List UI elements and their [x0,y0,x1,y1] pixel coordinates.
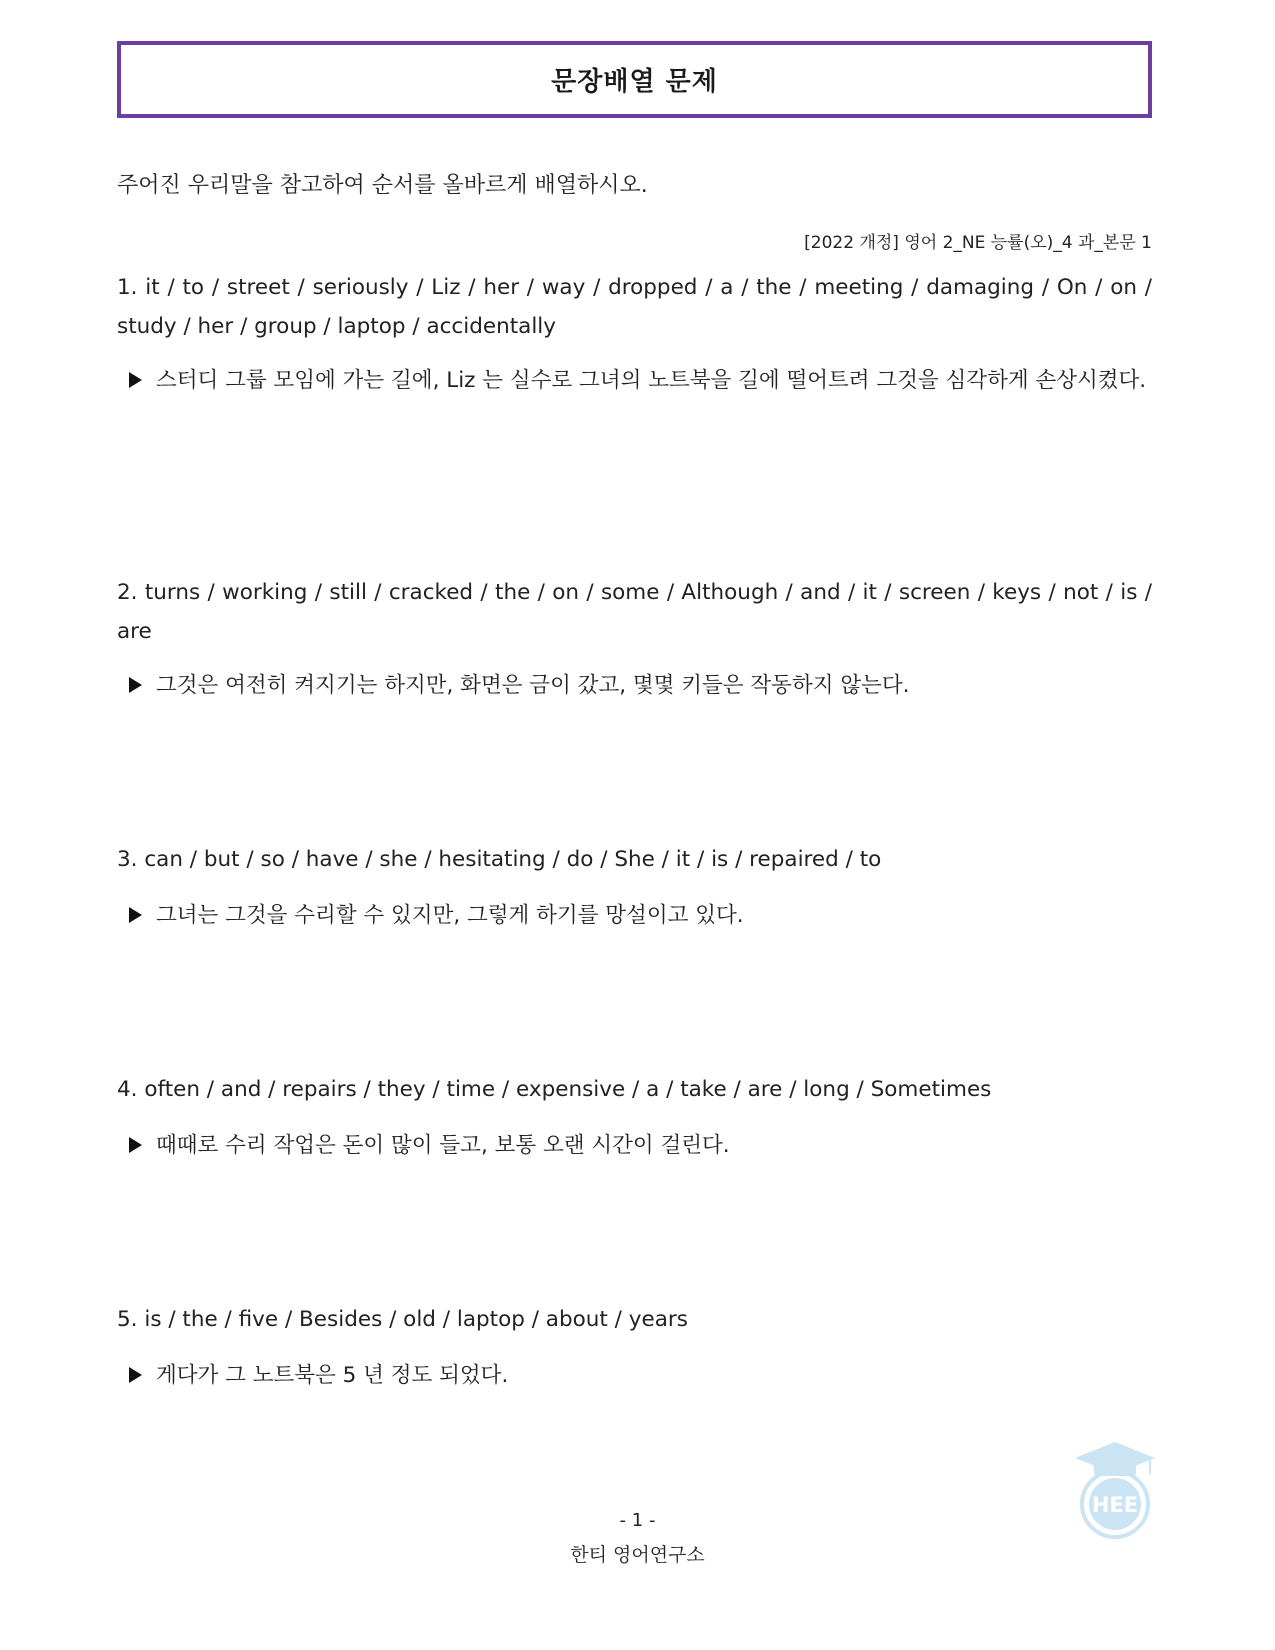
question-1-hint [117,361,1152,400]
triangle-bullet-icon [129,1367,142,1383]
question-2-words: 2. turns / working / still / cracked / the / on / some / Although / and / it / screen / keys / not / is / are [117,580,1152,644]
page-title: 문장배열 문제 [551,67,718,97]
triangle-bullet-icon [129,372,142,388]
question-5-words: 5. is / the / five / Besides / old / laptop / about / years [117,1307,688,1332]
question-5-hint [117,1356,1152,1395]
question-4-hint-text: 때때로 수리 작업은 돈이 많이 들고, 보통 오랜 시간이 걸린다. [156,1133,730,1158]
question-4-hint [117,1126,1152,1165]
question-3-hint [117,896,1152,935]
source-label: [2022 개정] 영어 2_NE 능률(오)_4 과_본문 1 [804,233,1152,253]
question-1-words: 1. it / to / street / seriously / Liz / her / way / dropped / a / the / meeting / damaging / On / on / study / her / group / laptop / accidentally [117,275,1152,339]
triangle-bullet-icon [129,1137,142,1153]
triangle-bullet-icon [129,677,142,693]
publisher-name: 한티 영어연구소 [570,1544,705,1566]
question-3-hint-text: 그녀는 그것을 수리할 수 있지만, 그렇게 하기를 망설이고 있다. [156,903,744,928]
question-2-hint [117,666,1152,705]
question-3-words: 3. can / but / so / have / she / hesitating / do / She / it / is / repaired / to [117,847,882,872]
triangle-bullet-icon [129,907,142,923]
title-box [117,41,1152,118]
question-5-hint-text: 게다가 그 노트북은 5 년 정도 되었다. [156,1363,509,1388]
instruction-text: 주어진 우리말을 참고하여 순서를 올바르게 배열하시오. [117,173,648,198]
question-2-hint-text: 그것은 여전히 켜지기는 하지만, 화면은 금이 갔고, 몇몇 키들은 작동하지 않는다. [156,673,910,698]
question-4-words: 4. often / and / repairs / they / time / expensive / a / take / are / long / Sometimes [117,1077,992,1102]
logo-text: HEE [1091,1493,1139,1517]
question-1-hint-text: 스터디 그룹 모임에 가는 길에, Liz 는 실수로 그녀의 노트북을 길에 떨어트려 그것을 심각하게 손상시켰다. [156,368,1147,393]
page-number: - 1 - [619,1510,656,1531]
